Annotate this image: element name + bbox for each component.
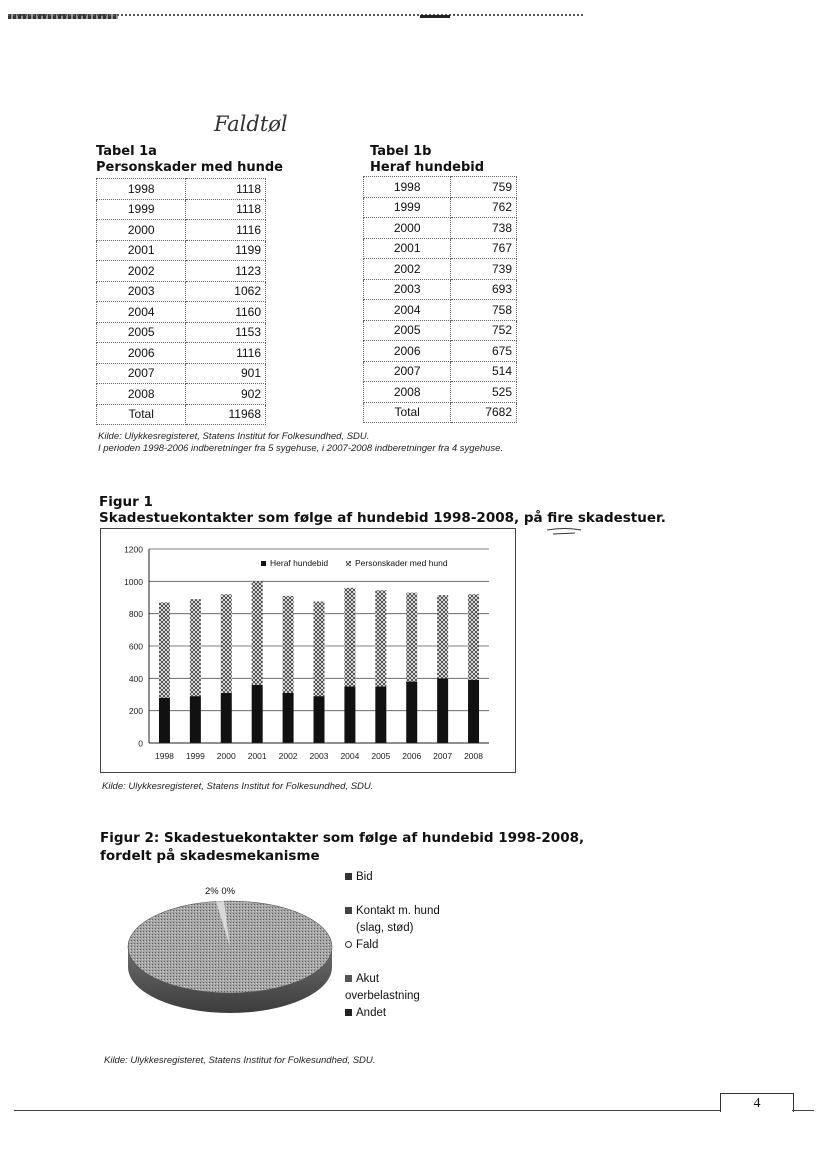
x-tick-label: 1998 [154, 751, 174, 761]
value-cell: 11968 [186, 404, 266, 425]
legend-item-akut-sub: overbelastning [345, 990, 420, 1002]
table-row [97, 343, 266, 364]
x-tick-label: 2002 [278, 751, 298, 761]
x-tick-label: 2000 [216, 751, 236, 761]
table-row [364, 238, 517, 259]
handwritten-underline [545, 526, 585, 536]
legend-item-andet: Andet [345, 1005, 485, 1022]
figure2-title-line2: fordelt på skadesmekanisme [100, 848, 320, 864]
table-row [97, 220, 266, 241]
year-cell: 2004 [364, 300, 451, 321]
table-row [97, 179, 266, 200]
bar-personskader-2000 [221, 594, 232, 693]
year-cell: 1999 [364, 197, 451, 218]
source-note-figure1: Kilde: Ulykkesregisteret, Statens Institut for Folkesundhed, SDU. [102, 781, 374, 792]
bar-hundebid-1998 [159, 698, 170, 743]
legend-item-kontakt-sub: (slag, stød) [356, 922, 414, 934]
bar-hundebid-2006 [406, 682, 417, 743]
x-tick-label: 2006 [402, 751, 422, 761]
value-cell: 1062 [186, 281, 266, 302]
value-cell: 514 [451, 361, 517, 382]
year-cell: 2004 [97, 302, 186, 323]
value-cell: 1160 [186, 302, 266, 323]
year-cell: 1998 [97, 179, 186, 200]
year-cell: 2008 [97, 384, 186, 405]
figure1-label: Figur 1 [99, 494, 153, 510]
value-cell: 902 [186, 384, 266, 405]
table-row [97, 199, 266, 220]
table-row [364, 197, 517, 218]
bar-personskader-2001 [252, 581, 263, 684]
bar-hundebid-2005 [375, 686, 386, 743]
table1a-title-line1: Tabel 1a [96, 144, 157, 159]
swatch-andet [345, 1009, 352, 1016]
pie-legend [345, 869, 485, 1022]
bar-personskader-2004 [344, 588, 355, 687]
scan-artifact-bar [420, 15, 450, 18]
table-row [97, 281, 266, 302]
handwritten-note: Faldtøl [214, 112, 288, 136]
year-cell: 2002 [97, 261, 186, 282]
legend-item-kontakt: Kontakt m. hund [345, 903, 485, 920]
value-cell: 1153 [186, 322, 266, 343]
swatch-akut [345, 975, 352, 982]
value-cell: 525 [451, 382, 517, 403]
figure1-title: Skadestuekontakter som følge af hundebid 1998-2008, på fire skadestuer. [99, 510, 666, 526]
table-row [97, 322, 266, 343]
table1a-title [96, 144, 283, 176]
legend-item-fald: Fald [345, 937, 485, 954]
value-cell: 1123 [186, 261, 266, 282]
x-tick-label: 1999 [185, 751, 205, 761]
value-cell: 901 [186, 363, 266, 384]
legend-item-bid: Bid [345, 869, 485, 886]
source-note-tables [98, 431, 503, 455]
table-row [364, 382, 517, 403]
bar-hundebid-2000 [221, 693, 232, 743]
table1b-title [370, 144, 484, 176]
year-cell: Total [97, 404, 186, 425]
year-cell: 2007 [364, 361, 451, 382]
table-row [97, 240, 266, 261]
figure2-title-line1: Figur 2: Skadestuekontakter som følge af hundebid 1998-2008, [100, 830, 585, 846]
legend-item-akut: Akut [345, 971, 485, 988]
y-tick-label: 1000 [124, 576, 143, 587]
table-row [97, 302, 266, 323]
table-row [97, 384, 266, 405]
bar-personskader-2005 [375, 590, 386, 686]
y-tick-label: 400 [128, 673, 143, 684]
table-row [97, 261, 266, 282]
table1a [96, 178, 266, 425]
value-cell: 1199 [186, 240, 266, 261]
value-cell: 762 [451, 197, 517, 218]
bar-hundebid-2007 [437, 678, 448, 743]
table-row [364, 320, 517, 341]
y-tick-label: 600 [128, 641, 143, 652]
value-cell: 675 [451, 341, 517, 362]
table-row [364, 300, 517, 321]
pie-percent-labels: 2% 0% [205, 886, 236, 897]
bar-hundebid-2008 [468, 680, 479, 743]
stacked-bar-chart [101, 529, 515, 772]
bar-hundebid-2003 [314, 696, 325, 743]
legend-swatch-personskader [346, 561, 351, 566]
year-cell: 2001 [97, 240, 186, 261]
table-row [364, 177, 517, 198]
value-cell: 1116 [186, 220, 266, 241]
x-tick-label: 2003 [309, 751, 329, 761]
value-cell: 752 [451, 320, 517, 341]
year-cell: 2000 [97, 220, 186, 241]
bar-personskader-2003 [314, 602, 325, 697]
year-cell: 2005 [97, 322, 186, 343]
y-tick-label: 0 [138, 738, 143, 749]
bar-hundebid-2001 [252, 685, 263, 743]
legend-label-hundebid: Heraf hundebid [270, 558, 329, 568]
y-tick-label: 1200 [124, 544, 143, 555]
year-cell: 2008 [364, 382, 451, 403]
x-tick-label: 2005 [371, 751, 391, 761]
table1b [363, 176, 517, 423]
table-row [364, 279, 517, 300]
table1b-title-line2: Heraf hundebid [370, 160, 485, 175]
table1b-title-line1: Tabel 1b [370, 144, 432, 159]
table-row [97, 363, 266, 384]
year-cell: 2000 [364, 218, 451, 239]
swatch-bid [345, 873, 352, 880]
x-tick-label: 2008 [464, 751, 484, 761]
bar-personskader-2007 [437, 595, 448, 678]
table-row [364, 402, 517, 423]
year-cell: 2003 [97, 281, 186, 302]
source-line1: Kilde: Ulykkesregisteret, Statens Institut for Folkesundhed, SDU. [98, 431, 370, 442]
bar-personskader-2002 [283, 596, 294, 693]
footer-line [14, 1110, 720, 1111]
footer-line-right [792, 1110, 814, 1111]
bar-hundebid-1999 [190, 696, 201, 743]
y-tick-label: 800 [128, 609, 143, 620]
year-cell: Total [364, 402, 451, 423]
year-cell: 2001 [364, 238, 451, 259]
year-cell: 2002 [364, 259, 451, 280]
swatch-fald [345, 941, 352, 948]
table-row [364, 361, 517, 382]
source-line2: I perioden 1998-2006 indberetninger fra 5 sygehuse, i 2007-2008 indberetninger fra 4 sygehuse. [98, 443, 504, 454]
bar-personskader-2006 [406, 593, 417, 682]
legend-swatch-hundebid [261, 561, 266, 566]
x-tick-label: 2001 [247, 751, 267, 761]
table1a-body [97, 179, 266, 425]
source-note-figure2: Kilde: Ulykkesregisteret, Statens Institut for Folkesundhed, SDU. [104, 1055, 376, 1066]
bar-personskader-1999 [190, 599, 201, 696]
pie-chart [122, 895, 342, 1025]
value-cell: 7682 [451, 402, 517, 423]
scan-artifact-line [8, 14, 583, 16]
value-cell: 759 [451, 177, 517, 198]
bar-personskader-2008 [468, 594, 479, 680]
page-number: 4 [720, 1093, 794, 1112]
value-cell: 739 [451, 259, 517, 280]
value-cell: 1118 [186, 179, 266, 200]
chart-legend [261, 558, 448, 568]
bar-hundebid-2002 [283, 693, 294, 743]
table-row [364, 218, 517, 239]
value-cell: 693 [451, 279, 517, 300]
value-cell: 1116 [186, 343, 266, 364]
x-tick-label: 2007 [433, 751, 453, 761]
table-row [364, 341, 517, 362]
year-cell: 2003 [364, 279, 451, 300]
year-cell: 2005 [364, 320, 451, 341]
swatch-kontakt [345, 907, 352, 914]
year-cell: 2006 [364, 341, 451, 362]
table-row [97, 404, 266, 425]
table-row [364, 259, 517, 280]
value-cell: 738 [451, 218, 517, 239]
value-cell: 1118 [186, 199, 266, 220]
x-tick-label: 2004 [340, 751, 360, 761]
legend-label-personskader: Personskader med hund [355, 558, 448, 568]
bar-personskader-1998 [159, 602, 170, 697]
year-cell: 1999 [97, 199, 186, 220]
figure1-chart [100, 528, 516, 773]
year-cell: 2006 [97, 343, 186, 364]
table1b-body [364, 177, 517, 423]
year-cell: 1998 [364, 177, 451, 198]
value-cell: 758 [451, 300, 517, 321]
y-tick-label: 200 [128, 706, 143, 717]
value-cell: 767 [451, 238, 517, 259]
year-cell: 2007 [97, 363, 186, 384]
bar-hundebid-2004 [344, 686, 355, 743]
table1a-title-line2: Personskader med hunde [96, 160, 283, 175]
